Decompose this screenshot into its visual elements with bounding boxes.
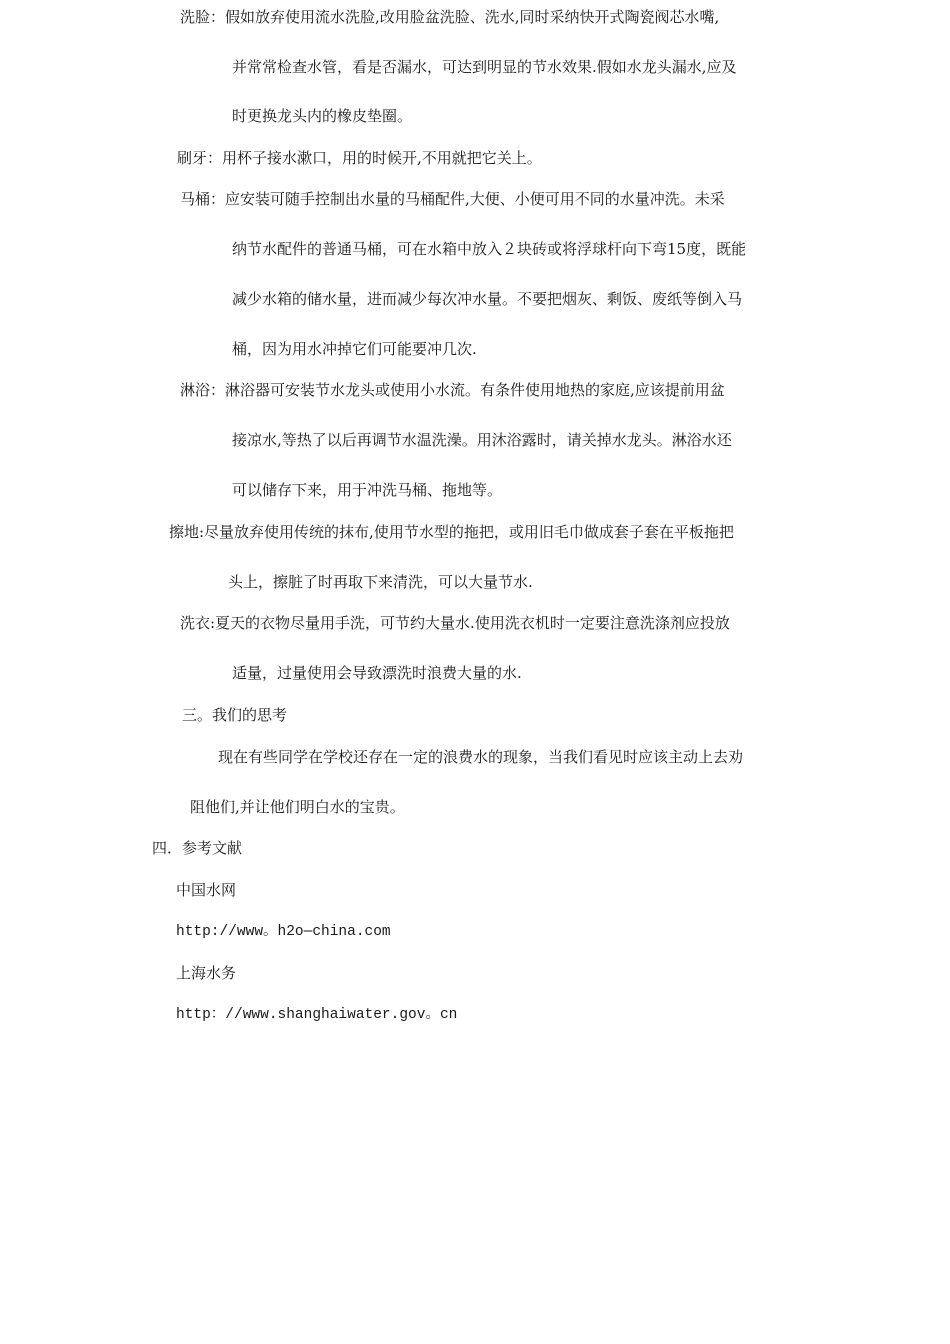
tip-toilet-line-1: 马桶：应安装可随手控制出水量的马桶配件,大便、小便可用不同的水量冲洗。未采 bbox=[180, 190, 725, 208]
section-4-heading: 四．参考文献 bbox=[152, 839, 243, 857]
section-3-heading: 三。我们的思考 bbox=[182, 706, 288, 724]
tip-washface-line-1: 洗脸：假如放弃使用流水洗脸,改用脸盆洗脸、洗水,同时采纳快开式陶瓷阀芯水嘴, bbox=[180, 8, 720, 26]
reference-url-1[interactable]: http://www。h2o—china.com bbox=[176, 924, 391, 940]
tip-toilet-line-4: 桶，因为用水冲掉它们可能要冲几次. bbox=[232, 340, 477, 358]
tip-shower-line-2: 接凉水,等热了以后再调节水温洗澡。用沐浴露时，请关掉水龙头。淋浴水还 bbox=[232, 431, 732, 449]
reference-url-2[interactable]: http：//www.shanghaiwater.gov。cn bbox=[176, 1007, 458, 1023]
reference-name-1: 中国水网 bbox=[176, 881, 237, 899]
tip-toilet-line-2: 纳节水配件的普通马桶，可在水箱中放入２块砖或将浮球杆向下弯15度，既能 bbox=[232, 240, 747, 258]
tip-toilet-line-3: 减少水箱的储水量，进而减少每次冲水量。不要把烟灰、剩饭、废纸等倒入马 bbox=[232, 290, 743, 308]
tip-laundry-line-1: 洗衣:夏天的衣物尽量用手洗，可节约大量水.使用洗衣机时一定要注意洗涤剂应投放 bbox=[180, 614, 730, 632]
section-3-paragraph-line-2: 阻他们,并让他们明白水的宝贵。 bbox=[190, 798, 405, 816]
tip-shower-line-1: 淋浴：淋浴器可安装节水龙头或使用小水流。有条件使用地热的家庭,应该提前用盆 bbox=[180, 381, 725, 399]
tip-shower-line-3: 可以储存下来，用于冲洗马桶、拖地等。 bbox=[232, 481, 503, 499]
tip-mopping-line-2: 头上，擦脏了时再取下来清洗，可以大量节水. bbox=[228, 573, 533, 591]
tip-mopping-line-1: 擦地:尽量放弃使用传统的抹布,使用节水型的拖把，或用旧毛巾做成套子套在平板拖把 bbox=[169, 523, 734, 541]
tip-washface-line-2: 并常常检查水管，看是否漏水，可达到明显的节水效果.假如水龙头漏水,应及 bbox=[232, 58, 737, 76]
reference-name-2: 上海水务 bbox=[176, 964, 237, 982]
tip-washface-line-3: 时更换龙头内的橡皮垫圈。 bbox=[232, 107, 413, 125]
tip-laundry-line-2: 适量，过量使用会导致漂洗时浪费大量的水. bbox=[232, 664, 522, 682]
section-3-paragraph-line-1: 现在有些同学在学校还存在一定的浪费水的现象，当我们看见时应该主动上去劝 bbox=[218, 748, 744, 766]
tip-brushteeth-line-1: 刷牙：用杯子接水漱口，用的时候开,不用就把它关上。 bbox=[177, 149, 542, 167]
